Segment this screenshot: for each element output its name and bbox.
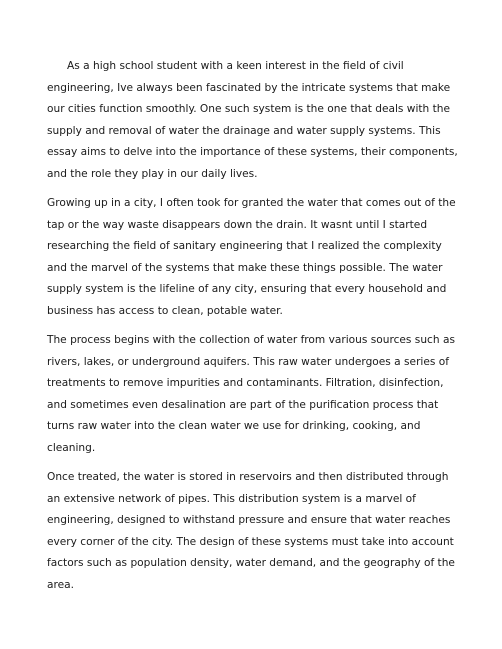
essay-paragraph-2: Growing up in a city, I often took for granted the water that comes out of the tap or the way waste disappears down the drain. It wasnt until I started researching the field of sanitary engineering that I realized the complexity and the marvel of the systems that make these things possible. The water supply system is the lifeline of any city, ensuring that every household and business has access to clean, potable water. xyxy=(47,197,456,317)
essay-paragraph-4: Once treated, the water is stored in reservoirs and then distributed through an extensive network of pipes. This distribution system is a marvel of engineering, designed to withstand pressure and ensure that water reaches every corner of the city. The design of these systems must take into account factors such as population density, water demand, and the geography of the area. xyxy=(47,471,455,591)
essay-paragraph-3: The process begins with the collection of water from various sources such as rivers, lakes, or underground aquifers. This raw water undergoes a series of treatments to remove impurities and contaminants. Filtration, disinfection, and sometimes even desalination are part of the purification process that turns raw water into the clean water we use for drinking, cooking, and cleaning. xyxy=(47,334,455,454)
essay-paragraph-1: As a high school student with a keen interest in the field of civil engineering, Ive always been fascinated by the intricate systems that make our cities function smoothly. One such system is the one that deals with the supply and removal of water the drainage and water supply systems. This essay aims to delve into the importance of these systems, their components, and the role they play in our daily lives. xyxy=(47,60,458,180)
